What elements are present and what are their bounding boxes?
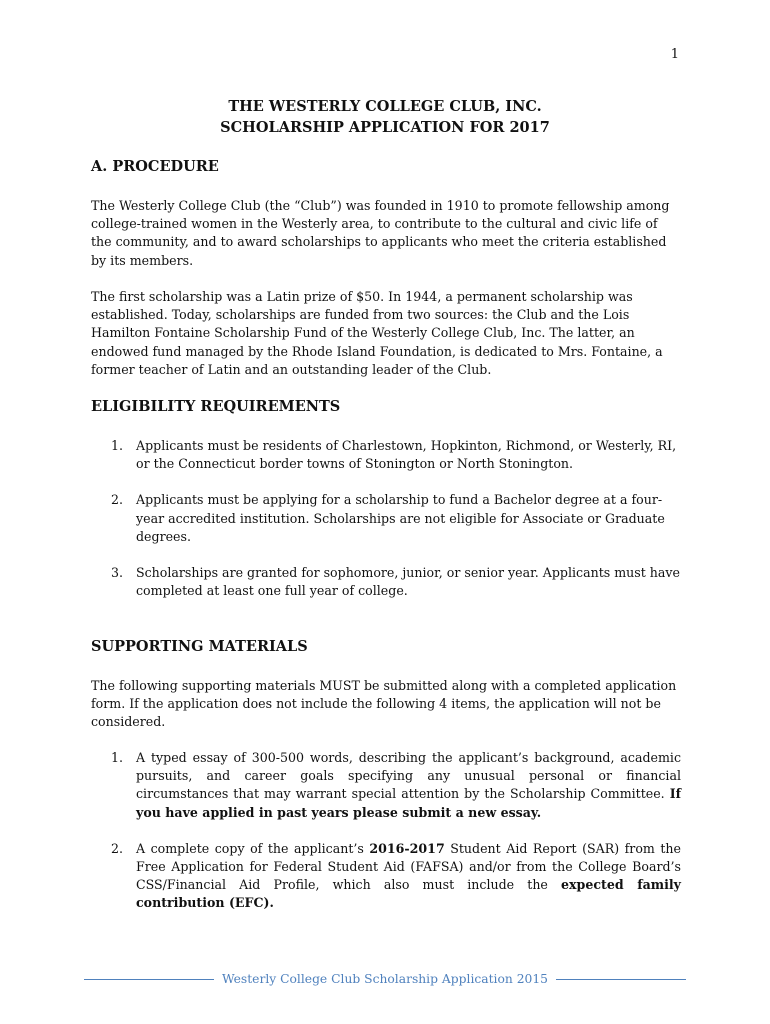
list-item — [111, 437, 681, 473]
list-item — [111, 749, 681, 822]
list-item — [111, 491, 681, 546]
footer-divider-right — [556, 979, 686, 980]
page-number: 1 — [670, 47, 679, 62]
list-item-number: 2. — [111, 492, 124, 508]
list-item-text: A complete copy of the applicant’s — [136, 840, 370, 856]
list-item-text: Scholarships are granted for sophomore, junior, or senior year. Applicants must have completed at least one full year of college. — [136, 565, 680, 599]
list-item-number: 1. — [111, 438, 124, 453]
footer-divider-left — [84, 979, 214, 980]
list-item-bold-year: 2016-2017 — [369, 840, 445, 856]
page-footer — [84, 972, 686, 986]
list-item-number: 3. — [111, 565, 124, 581]
eligibility-list — [111, 437, 681, 618]
supporting-materials-heading: SUPPORTING MATERIALS — [91, 638, 308, 655]
document-title — [0, 96, 770, 138]
list-item-text-continued: Student Aid Report (SAR) from the Free Application for Federal Student Aid (FAFSA) and/or from the College Board’s CSS/Financial Aid Profile, which also must include the — [136, 840, 681, 893]
procedure-heading: A. PROCEDURE — [91, 158, 219, 175]
footer-text: Westerly College Club Scholarship Application 2015 — [222, 972, 548, 986]
list-item-number: 1. — [111, 750, 124, 765]
title-line-2: SCHOLARSHIP APPLICATION FOR 2017 — [220, 119, 550, 136]
procedure-paragraph-1: The Westerly College Club (the “Club”) was founded in 1910 to promote fellowship among college-trained women in the Westerly area, to contribute to the cultural and civic life of the community, and to award scholarships to applicants who meet the criteria established by its members. — [91, 198, 670, 268]
procedure-paragraph-2: The first scholarship was a Latin prize of $50. In 1944, a permanent scholarship was established. Today, scholarships are funded from two sources: the Club and the Lois Hamilton Fontaine Scholarship Fund of the Westerly College Club, Inc. The latter, an endowed fund managed by the Rhode Island Foundation, is dedicated to Mrs. Fontaine, a former teacher of Latin and an outstanding leader of the Club. — [91, 289, 663, 377]
list-item-bold-note: If you have applied in past years please submit a new essay. — [136, 786, 681, 820]
eligibility-heading: ELIGIBILITY REQUIREMENTS — [91, 398, 341, 415]
supporting-materials-list — [111, 749, 681, 931]
list-item-text: Applicants must be residents of Charlestown, Hopkinton, Richmond, or Westerly, RI, or the Connecticut border towns of Stonington or North Stonington. — [136, 438, 677, 472]
list-item — [111, 564, 681, 600]
list-item-number: 2. — [111, 840, 124, 856]
supporting-materials-intro: The following supporting materials MUST be submitted along with a completed application form. If the application does not include the following 4 items, the application will not be considered. — [91, 678, 677, 730]
list-item-bold-efc: expected family contribution (EFC). — [136, 877, 681, 911]
list-item — [111, 840, 681, 913]
list-item-text: A typed essay of 300-500 words, describing the applicant’s background, academic pursuits, and career goals specifying any unusual personal or financial circumstances that may warrant special attention by the Scholarship Committee. — [136, 750, 681, 802]
title-line-1: THE WESTERLY COLLEGE CLUB, INC. — [228, 98, 542, 115]
list-item-text: Applicants must be applying for a scholarship to fund a Bachelor degree at a four-year accredited institution. Scholarships are not eligible for Associate or Graduate degrees. — [136, 492, 665, 544]
